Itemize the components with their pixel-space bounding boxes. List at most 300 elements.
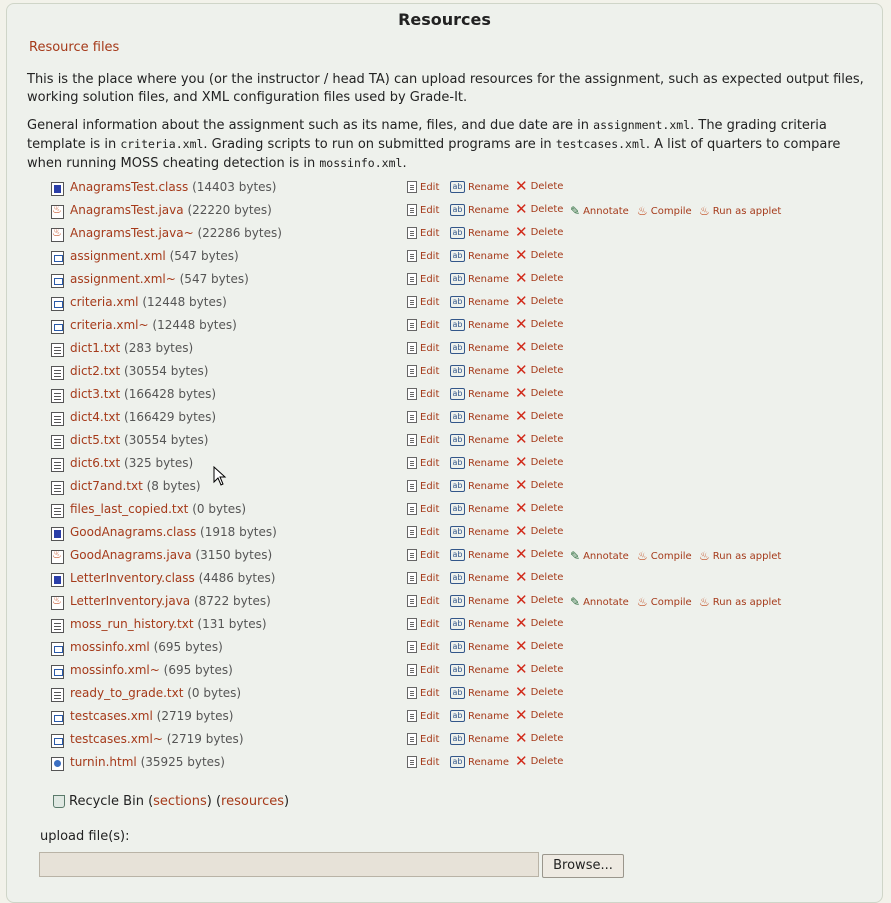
- rename-icon-text: ab: [452, 665, 463, 674]
- rename-label: Rename: [468, 688, 510, 699]
- file-size: (8 bytes): [146, 479, 201, 493]
- rename-button[interactable]: [450, 756, 509, 768]
- file-size: (2719 bytes): [156, 709, 234, 723]
- rename-button[interactable]: [450, 664, 509, 676]
- rename-button[interactable]: [450, 618, 509, 630]
- file-name[interactable]: GoodAnagrams.java: [70, 548, 192, 562]
- file-row: [51, 660, 851, 686]
- delete-label: Delete: [530, 480, 564, 491]
- rename-button[interactable]: [450, 457, 509, 469]
- file-size: (30554 bytes): [124, 433, 209, 447]
- rename-icon-text: ab: [452, 320, 463, 329]
- edit-button[interactable]: [407, 365, 439, 377]
- edit-button[interactable]: [407, 595, 439, 607]
- delete-button[interactable]: [515, 292, 564, 310]
- delete-button[interactable]: [515, 177, 564, 195]
- delete-icon: ✕: [515, 315, 528, 333]
- recycle-resources-link[interactable]: resources: [221, 794, 285, 809]
- txt-file-icon: [51, 458, 64, 472]
- file-name-link[interactable]: [70, 272, 249, 286]
- edit-label: Edit: [420, 205, 440, 216]
- rename-icon: [450, 641, 465, 653]
- rename-button[interactable]: [450, 687, 509, 699]
- edit-button[interactable]: [407, 503, 439, 515]
- rename-button[interactable]: [450, 595, 509, 607]
- edit-label: Edit: [420, 435, 440, 446]
- file-name-link[interactable]: [70, 732, 244, 746]
- edit-label: Edit: [420, 274, 440, 285]
- rename-button[interactable]: [450, 641, 509, 653]
- rename-label: Rename: [468, 481, 510, 492]
- recycle-bin-icon: [53, 795, 65, 808]
- file-name[interactable]: LetterInventory.class: [70, 571, 195, 585]
- info-text: .: [402, 156, 407, 171]
- recycle-label: Recycle Bin (: [69, 794, 154, 809]
- rename-icon-text: ab: [452, 734, 463, 743]
- edit-icon: [407, 641, 417, 653]
- delete-button[interactable]: [515, 752, 564, 770]
- resource-files-link[interactable]: Resource files: [29, 40, 120, 55]
- edit-icon: [407, 480, 417, 492]
- file-size: (131 bytes): [197, 617, 267, 631]
- edit-label: Edit: [420, 251, 440, 262]
- edit-button[interactable]: [407, 710, 439, 722]
- rename-icon: [450, 204, 465, 216]
- run-applet-label: Run as applet: [712, 206, 782, 217]
- rename-icon: [450, 342, 465, 354]
- file-name[interactable]: dict2.txt: [70, 364, 121, 378]
- file-name-link[interactable]: [70, 203, 272, 217]
- rename-button[interactable]: [450, 733, 509, 745]
- delete-icon: ✕: [515, 637, 528, 655]
- file-row: [51, 223, 851, 249]
- xml-file-icon: [51, 274, 64, 288]
- edit-button[interactable]: [407, 457, 439, 469]
- file-name-link[interactable]: [70, 594, 271, 608]
- edit-label: Edit: [420, 320, 440, 331]
- run-applet-button[interactable]: [699, 549, 781, 563]
- edit-button[interactable]: [407, 687, 439, 699]
- delete-label: Delete: [530, 319, 564, 330]
- edit-icon: [407, 457, 417, 469]
- edit-button[interactable]: [407, 549, 439, 561]
- rename-label: Rename: [468, 573, 510, 584]
- file-name[interactable]: dict6.txt: [70, 456, 121, 470]
- edit-icon: [407, 572, 417, 584]
- file-name-link[interactable]: [70, 502, 246, 516]
- xml-file-icon: [51, 665, 64, 679]
- delete-button[interactable]: [515, 706, 564, 724]
- file-name[interactable]: dict3.txt: [70, 387, 121, 401]
- annotate-icon: ✎: [570, 204, 581, 218]
- compile-button[interactable]: [637, 595, 692, 609]
- delete-button[interactable]: [515, 683, 564, 701]
- file-name-link[interactable]: [70, 180, 277, 194]
- file-name[interactable]: files_last_copied.txt: [70, 502, 189, 516]
- run-applet-button[interactable]: [699, 595, 781, 609]
- delete-label: Delete: [530, 227, 564, 238]
- delete-icon: ✕: [515, 338, 528, 356]
- edit-label: Edit: [420, 757, 440, 768]
- edit-button[interactable]: [407, 733, 439, 745]
- edit-icon: [407, 388, 417, 400]
- delete-button[interactable]: [515, 361, 564, 379]
- file-name-link[interactable]: [70, 686, 241, 700]
- delete-button[interactable]: [515, 545, 564, 563]
- delete-button[interactable]: [515, 614, 564, 632]
- file-name[interactable]: assignment.xml: [70, 249, 166, 263]
- file-row: [51, 591, 851, 617]
- delete-label: Delete: [530, 296, 564, 307]
- edit-label: Edit: [420, 550, 440, 561]
- file-row: [51, 430, 851, 456]
- rename-label: Rename: [468, 734, 510, 745]
- rename-button[interactable]: [450, 250, 509, 262]
- edit-button[interactable]: [407, 641, 439, 653]
- info-paragraph: [27, 116, 867, 173]
- file-row: [51, 315, 851, 341]
- html-file-icon: [51, 757, 64, 771]
- file-name[interactable]: turnin.html: [70, 755, 137, 769]
- rename-label: Rename: [468, 205, 510, 216]
- info-code-mossinfo: mossinfo.xml: [319, 156, 403, 170]
- file-size: (325 bytes): [124, 456, 194, 470]
- file-name[interactable]: dict1.txt: [70, 341, 121, 355]
- file-name-link[interactable]: [70, 548, 272, 562]
- txt-file-icon: [51, 481, 64, 495]
- rename-button[interactable]: [450, 480, 509, 492]
- edit-icon: [407, 710, 417, 722]
- delete-label: Delete: [530, 618, 564, 629]
- file-name-link[interactable]: [70, 617, 267, 631]
- file-size: (695 bytes): [153, 640, 223, 654]
- delete-button[interactable]: [515, 430, 564, 448]
- edit-button[interactable]: [407, 664, 439, 676]
- file-name[interactable]: assignment.xml~: [70, 272, 176, 286]
- resources-panel: [6, 3, 883, 903]
- edit-label: Edit: [420, 366, 440, 377]
- edit-button[interactable]: [407, 480, 439, 492]
- rename-icon-text: ab: [452, 458, 463, 467]
- compile-button[interactable]: [637, 204, 692, 218]
- file-name[interactable]: moss_run_history.txt: [70, 617, 194, 631]
- file-size: (4486 bytes): [198, 571, 276, 585]
- file-size: (3150 bytes): [195, 548, 273, 562]
- file-size: (14403 bytes): [192, 180, 277, 194]
- file-size: (283 bytes): [124, 341, 194, 355]
- delete-button[interactable]: [515, 223, 564, 241]
- edit-button[interactable]: [407, 756, 439, 768]
- delete-button[interactable]: [515, 246, 564, 264]
- rename-label: Rename: [468, 527, 510, 538]
- file-row: [51, 614, 851, 640]
- file-row: [51, 384, 851, 410]
- edit-button[interactable]: [407, 342, 439, 354]
- annotate-icon: ✎: [570, 549, 581, 563]
- delete-button[interactable]: [515, 729, 564, 747]
- file-name[interactable]: mossinfo.xml~: [70, 663, 160, 677]
- rename-icon-text: ab: [452, 343, 463, 352]
- file-size: (1918 bytes): [200, 525, 277, 539]
- file-list: [51, 177, 851, 778]
- file-size: (12448 bytes): [142, 295, 227, 309]
- rename-icon: [450, 526, 465, 538]
- edit-label: Edit: [420, 665, 440, 676]
- txt-file-icon: [51, 619, 64, 633]
- delete-button[interactable]: [515, 591, 564, 609]
- rename-label: Rename: [468, 458, 510, 469]
- run-applet-icon: ♨: [699, 204, 710, 218]
- delete-icon: ✕: [515, 729, 528, 747]
- file-size: (166429 bytes): [124, 410, 217, 424]
- compile-icon: ♨: [637, 549, 648, 563]
- rename-icon-text: ab: [452, 274, 463, 283]
- file-name-link[interactable]: [70, 640, 223, 654]
- file-name-link[interactable]: [70, 341, 193, 355]
- txt-file-icon: [51, 343, 64, 357]
- compile-label: Compile: [650, 551, 692, 562]
- file-name-link[interactable]: [70, 249, 239, 263]
- edit-icon: [407, 733, 417, 745]
- delete-button[interactable]: [515, 407, 564, 425]
- file-name[interactable]: mossinfo.xml: [70, 640, 150, 654]
- delete-icon: ✕: [515, 660, 528, 678]
- delete-button[interactable]: [515, 637, 564, 655]
- edit-label: Edit: [420, 412, 440, 423]
- rename-button[interactable]: [450, 572, 509, 584]
- file-name-link[interactable]: [70, 571, 275, 585]
- edit-button[interactable]: [407, 296, 439, 308]
- rename-label: Rename: [468, 274, 510, 285]
- file-name[interactable]: dict4.txt: [70, 410, 121, 424]
- file-name[interactable]: ready_to_grade.txt: [70, 686, 184, 700]
- edit-label: Edit: [420, 688, 440, 699]
- rename-icon: [450, 227, 465, 239]
- rename-button[interactable]: [450, 503, 509, 515]
- run-applet-button[interactable]: [699, 204, 781, 218]
- edit-button[interactable]: [407, 526, 439, 538]
- rename-button[interactable]: [450, 365, 509, 377]
- edit-label: Edit: [420, 343, 440, 354]
- annotate-button[interactable]: [570, 549, 629, 563]
- rename-button[interactable]: [450, 434, 509, 446]
- rename-label: Rename: [468, 343, 510, 354]
- file-name-link[interactable]: [70, 364, 208, 378]
- browse-button[interactable]: Browse...: [542, 854, 624, 878]
- rename-icon-text: ab: [452, 550, 463, 559]
- recycle-separator: ) (: [206, 794, 222, 809]
- file-name-link[interactable]: [70, 456, 193, 470]
- delete-label: Delete: [530, 503, 564, 514]
- info-text: . Grading scripts to run on submitted programs are in: [203, 137, 556, 152]
- edit-icon: [407, 526, 417, 538]
- rename-button[interactable]: [450, 342, 509, 354]
- file-name[interactable]: dict5.txt: [70, 433, 121, 447]
- delete-button[interactable]: [515, 499, 564, 517]
- delete-button[interactable]: [515, 522, 564, 540]
- rename-button[interactable]: [450, 549, 509, 561]
- rename-button[interactable]: [450, 526, 509, 538]
- rename-button[interactable]: [450, 411, 509, 423]
- edit-icon: [407, 342, 417, 354]
- annotate-button[interactable]: [570, 595, 629, 609]
- rename-label: Rename: [468, 228, 510, 239]
- rename-button[interactable]: [450, 296, 509, 308]
- file-row: [51, 292, 851, 318]
- delete-button[interactable]: [515, 200, 564, 218]
- file-row: [51, 752, 851, 778]
- xml-file-icon: [51, 297, 64, 311]
- rename-icon-text: ab: [452, 596, 463, 605]
- txt-file-icon: [51, 366, 64, 380]
- rename-icon: [450, 549, 465, 561]
- file-name-link[interactable]: [70, 387, 216, 401]
- file-name-link[interactable]: [70, 479, 201, 493]
- rename-button[interactable]: [450, 388, 509, 400]
- upload-label: upload file(s):: [40, 829, 130, 844]
- file-size: (22220 bytes): [187, 203, 272, 217]
- file-name[interactable]: criteria.xml: [70, 295, 139, 309]
- file-name-link[interactable]: [70, 410, 216, 424]
- annotate-label: Annotate: [583, 206, 629, 217]
- delete-button[interactable]: [515, 384, 564, 402]
- edit-icon: [407, 227, 417, 239]
- compile-icon: ♨: [637, 204, 648, 218]
- rename-icon: [450, 181, 465, 193]
- rename-button[interactable]: [450, 204, 509, 216]
- edit-button[interactable]: [407, 204, 439, 216]
- info-text: . The grading criteria template is in: [27, 118, 827, 152]
- edit-button[interactable]: [407, 181, 439, 193]
- file-row: [51, 683, 851, 709]
- edit-button[interactable]: [407, 250, 439, 262]
- edit-icon: [407, 503, 417, 515]
- class-file-icon: [51, 182, 64, 196]
- txt-file-icon: [51, 412, 64, 426]
- rename-label: Rename: [468, 711, 510, 722]
- file-name[interactable]: dict7and.txt: [70, 479, 143, 493]
- file-name[interactable]: criteria.xml~: [70, 318, 149, 332]
- file-size: (12448 bytes): [152, 318, 237, 332]
- delete-icon: ✕: [515, 568, 528, 586]
- delete-button[interactable]: [515, 453, 564, 471]
- rename-icon-text: ab: [452, 527, 463, 536]
- edit-button[interactable]: [407, 572, 439, 584]
- run-applet-label: Run as applet: [712, 597, 782, 608]
- file-name[interactable]: testcases.xml: [70, 709, 153, 723]
- info-text: . A list of quarters to compare when running MOSS cheating detection is in: [27, 137, 841, 171]
- file-name-link[interactable]: [70, 755, 225, 769]
- file-name-link[interactable]: [70, 663, 233, 677]
- edit-button[interactable]: [407, 618, 439, 630]
- file-name[interactable]: LetterInventory.java: [70, 594, 191, 608]
- delete-icon: ✕: [515, 522, 528, 540]
- file-size: (166428 bytes): [124, 387, 217, 401]
- rename-icon: [450, 434, 465, 446]
- rename-label: Rename: [468, 366, 510, 377]
- file-name[interactable]: AnagramsTest.java: [70, 203, 184, 217]
- rename-icon: [450, 388, 465, 400]
- edit-button[interactable]: [407, 388, 439, 400]
- annotate-button[interactable]: [570, 204, 629, 218]
- file-name-link[interactable]: [70, 433, 208, 447]
- rename-button[interactable]: [450, 181, 509, 193]
- class-file-icon: [51, 573, 64, 587]
- rename-button[interactable]: [450, 227, 509, 239]
- file-row: [51, 361, 851, 387]
- xml-file-icon: [51, 711, 64, 725]
- compile-label: Compile: [650, 206, 692, 217]
- file-name-link[interactable]: [70, 318, 237, 332]
- rename-icon-text: ab: [452, 389, 463, 398]
- rename-icon: [450, 411, 465, 423]
- edit-icon: [407, 549, 417, 561]
- file-name[interactable]: AnagramsTest.java~: [70, 226, 194, 240]
- file-row: [51, 476, 851, 502]
- edit-button[interactable]: [407, 434, 439, 446]
- edit-label: Edit: [420, 458, 440, 469]
- file-row: [51, 407, 851, 433]
- edit-button[interactable]: [407, 411, 439, 423]
- delete-button[interactable]: [515, 476, 564, 494]
- rename-button[interactable]: [450, 273, 509, 285]
- rename-label: Rename: [468, 642, 510, 653]
- file-name[interactable]: testcases.xml~: [70, 732, 163, 746]
- edit-label: Edit: [420, 573, 440, 584]
- delete-label: Delete: [530, 595, 564, 606]
- delete-button[interactable]: [515, 315, 564, 333]
- file-name[interactable]: GoodAnagrams.class: [70, 525, 197, 539]
- delete-button[interactable]: [515, 269, 564, 287]
- edit-button[interactable]: [407, 273, 439, 285]
- edit-button[interactable]: [407, 227, 439, 239]
- edit-icon: [407, 618, 417, 630]
- rename-icon-text: ab: [452, 435, 463, 444]
- delete-label: Delete: [530, 388, 564, 399]
- file-name-link[interactable]: [70, 295, 227, 309]
- upload-file-input[interactable]: [39, 852, 539, 877]
- file-size: (695 bytes): [163, 663, 233, 677]
- delete-button[interactable]: [515, 338, 564, 356]
- compile-button[interactable]: [637, 549, 692, 563]
- annotate-label: Annotate: [583, 597, 629, 608]
- rename-label: Rename: [468, 504, 510, 515]
- rename-button[interactable]: [450, 710, 509, 722]
- edit-button[interactable]: [407, 319, 439, 331]
- rename-button[interactable]: [450, 319, 509, 331]
- edit-label: Edit: [420, 228, 440, 239]
- delete-button[interactable]: [515, 568, 564, 586]
- recycle-sections-link[interactable]: sections: [153, 794, 207, 809]
- file-name-link[interactable]: [70, 525, 277, 539]
- file-name[interactable]: AnagramsTest.class: [70, 180, 189, 194]
- delete-button[interactable]: [515, 660, 564, 678]
- xml-file-icon: [51, 320, 64, 334]
- delete-icon: ✕: [515, 200, 528, 218]
- edit-icon: [407, 365, 417, 377]
- edit-icon: [407, 434, 417, 446]
- delete-label: Delete: [530, 756, 564, 767]
- delete-label: Delete: [530, 411, 564, 422]
- file-row: [51, 269, 851, 295]
- file-name-link[interactable]: [70, 709, 233, 723]
- delete-icon: ✕: [515, 361, 528, 379]
- page-title: Resources: [398, 10, 491, 29]
- edit-icon: [407, 273, 417, 285]
- file-name-link[interactable]: [70, 226, 282, 240]
- intro-paragraph: This is the place where you (or the instructor / head TA) can upload resources for the assignment, such as expected output files, working solution files, and XML configuration files used by Grade-It.: [27, 72, 864, 105]
- edit-label: Edit: [420, 182, 440, 193]
